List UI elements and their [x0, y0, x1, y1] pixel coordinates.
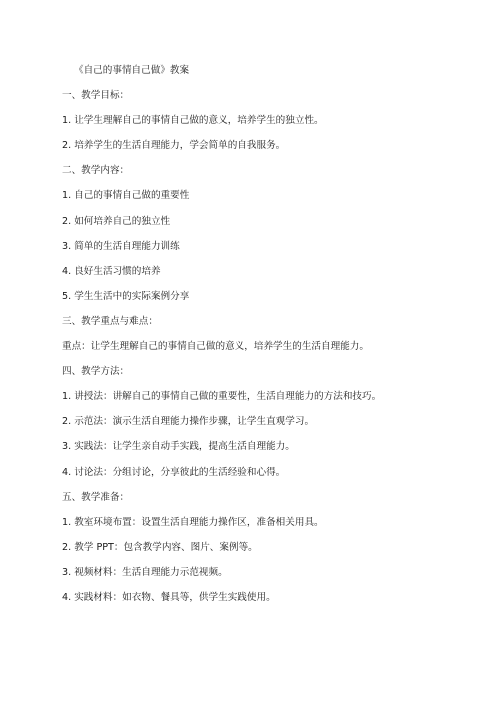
list-item: 1. 讲授法：讲解自己的事情自己做的重要性，生活自理能力的方法和技巧。: [62, 391, 382, 403]
list-item: 3. 视频材料：生活自理能力示范视频。: [62, 566, 228, 578]
list-item: 4. 实践材料：如衣物、餐具等，供学生实践使用。: [62, 591, 276, 603]
list-item: 2. 教学 PPT：包含教学内容、图片、案例等。: [62, 541, 258, 553]
list-item: 2. 培养学生的生活自理能力，学会简单的自我服务。: [62, 140, 286, 152]
section-heading-methods: 四、教学方法：: [62, 366, 130, 378]
list-item: 4. 良好生活习惯的培养: [62, 265, 161, 277]
list-item: 1. 让学生理解自己的事情自己做的意义，培养学生的独立性。: [62, 115, 324, 127]
list-item: 2. 如何培养自己的独立性: [62, 215, 171, 227]
document-body: [62, 64, 482, 616]
section-heading-objectives: 一、教学目标：: [62, 90, 130, 102]
list-item: 1. 教室环境布置：设置生活自理能力操作区，准备相关用具。: [62, 516, 324, 528]
list-item: 3. 实践法：让学生亲自动手实践，提高生活自理能力。: [62, 441, 295, 453]
list-item: 重点：让学生理解自己的事情自己做的意义，培养学生的生活自理能力。: [62, 341, 369, 353]
list-item: 5. 学生生活中的实际案例分享: [62, 290, 190, 302]
list-item: 2. 示范法：演示生活自理能力操作步骤，让学生直观学习。: [62, 416, 315, 428]
list-item: 1. 自己的事情自己做的重要性: [62, 190, 190, 202]
section-heading-key-points: 三、教学重点与难点：: [62, 315, 158, 327]
document-title: 《自己的事情自己做》教案: [74, 65, 190, 76]
section-heading-preparation: 五、教学准备：: [62, 491, 130, 503]
list-item: 4. 讨论法：分组讨论，分享彼此的生活经验和心得。: [62, 466, 286, 478]
section-heading-content: 二、教学内容：: [62, 165, 130, 177]
list-item: 3. 简单的生活自理能力训练: [62, 240, 180, 252]
